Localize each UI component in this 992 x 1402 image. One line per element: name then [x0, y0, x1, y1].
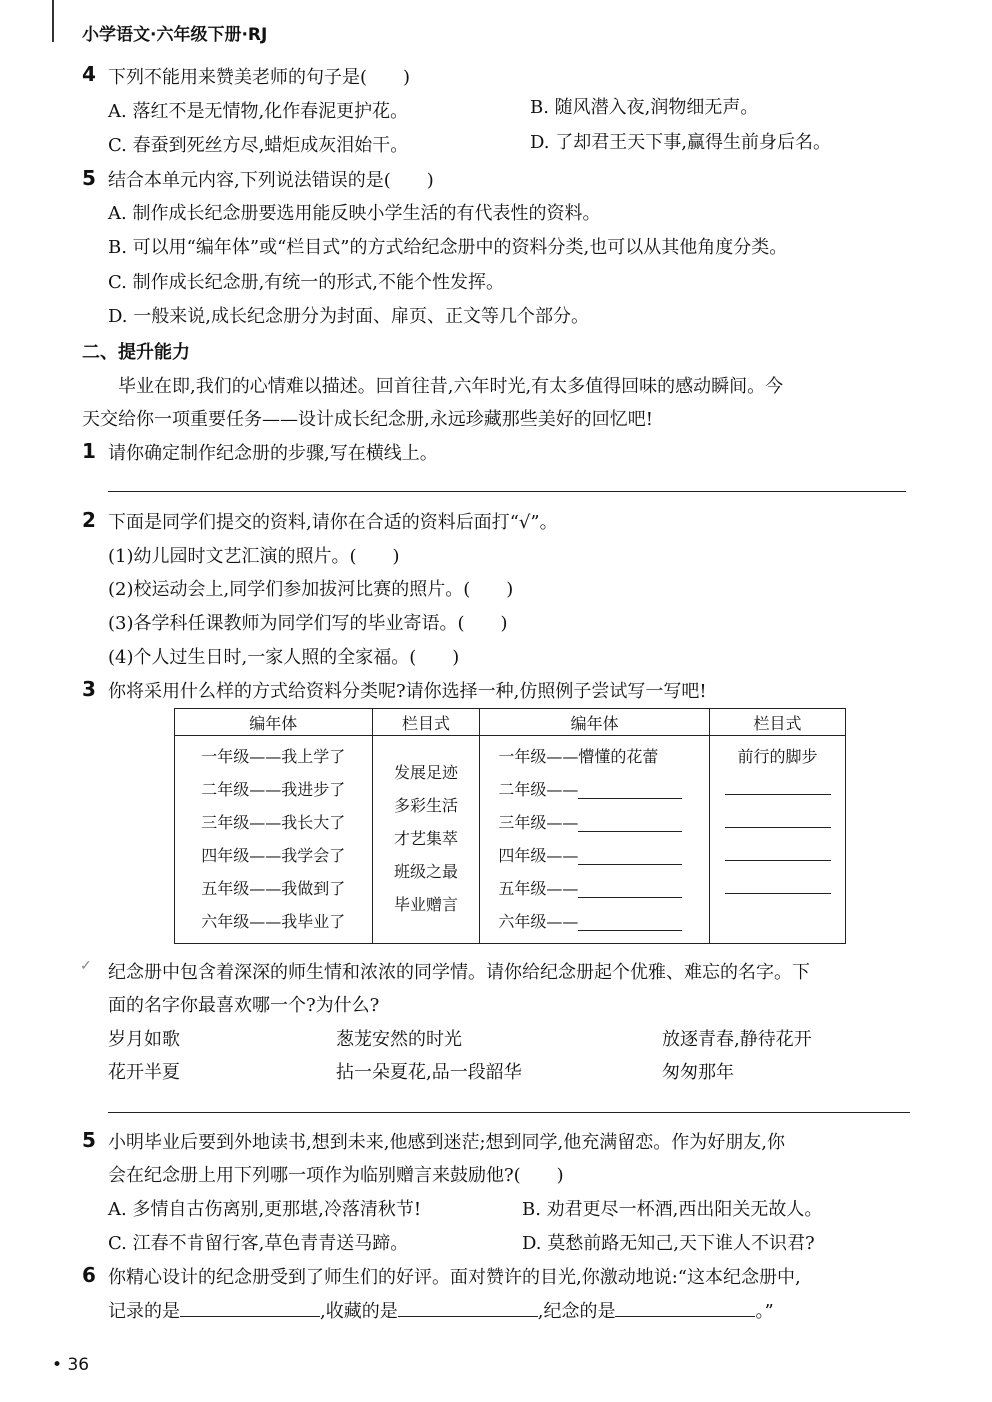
list-item: (4)个人过生日时,一家人照的全家福。( ) [108, 647, 460, 668]
name-option: 岁月如歌 [108, 1029, 180, 1050]
question-number: 5 [82, 1128, 96, 1152]
question-number: 6 [82, 1263, 96, 1287]
table-cell: 二年级——我进步了 [201, 780, 346, 799]
answer-blank[interactable] [725, 778, 831, 795]
option-d: D. 一般来说,成长纪念册分为封面、扉页、正文等几个部分。 [108, 306, 589, 327]
grade-label: 四年级—— [498, 846, 579, 865]
answer-blank[interactable] [725, 844, 831, 861]
answer-blank[interactable] [578, 782, 682, 799]
answer-blank[interactable] [725, 877, 831, 894]
question-number: 3 [82, 677, 96, 701]
question-stem: 下列不能用来赞美老师的句子是( ) [108, 67, 411, 88]
table-cell [710, 839, 845, 872]
option-c: C. 江春不肯留行客,草色青青送马蹄。 [108, 1233, 409, 1254]
answer-blank[interactable] [615, 1298, 755, 1317]
name-option: 匆匆那年 [662, 1062, 734, 1083]
header-bar [52, 0, 54, 42]
table-header: 栏目式 [710, 709, 846, 736]
name-option: 放逐青春,静待花开 [662, 1029, 812, 1050]
answer-blank[interactable] [725, 811, 831, 828]
table-cell: 毕业赠言 [393, 895, 458, 914]
question-stem: 你将采用什么样的方式给资料分类呢?请你选择一种,仿照例子尝试写一写吧! [108, 681, 707, 702]
list-item: (1)幼儿园时文艺汇演的照片。( ) [108, 546, 400, 567]
list-item: (2)校运动会上,同学们参加拔河比赛的照片。( ) [108, 579, 514, 600]
answer-blank[interactable] [578, 815, 682, 832]
table-cell: 一年级——我上学了 [201, 747, 346, 766]
answer-line[interactable] [108, 1112, 910, 1113]
page-number-value: 36 [67, 1355, 90, 1375]
grade-label: 六年级—— [498, 912, 579, 931]
option-b: B. 劝君更尽一杯酒,西出阳关无故人。 [522, 1199, 823, 1220]
question-stem: 结合本单元内容,下列说法错误的是( ) [108, 170, 434, 191]
table-cell: 多彩生活 [393, 796, 458, 815]
column-chronological-answer [480, 736, 710, 944]
table-cell [498, 806, 709, 839]
column-chronological-example [175, 736, 373, 944]
question-number: 4 [82, 62, 96, 86]
table-cell: 六年级——我毕业了 [201, 912, 346, 931]
question-stem: 请你确定制作纪念册的步骤,写在横线上。 [108, 443, 438, 464]
column-section-example [372, 736, 480, 944]
table-header: 编年体 [480, 709, 710, 736]
table-cell: 五年级——我做到了 [201, 879, 346, 898]
table-header: 编年体 [175, 709, 373, 736]
sentence-part: 。” [755, 1301, 774, 1322]
option-d: D. 了却君王天下事,赢得生前身后名。 [530, 132, 831, 153]
question-number: 2 [82, 508, 96, 532]
classification-table [174, 708, 846, 944]
option-b: B. 可以用“编年体”或“栏目式”的方式给纪念册中的资料分类,也可以从其他角度分类。 [108, 237, 788, 258]
sentence-part: ,收藏的是 [320, 1301, 398, 1322]
question-number: 1 [82, 439, 96, 463]
answer-blank[interactable] [180, 1298, 320, 1317]
table-cell [498, 839, 709, 872]
option-a: A. 制作成长纪念册要选用能反映小学生活的有代表性的资料。 [108, 203, 601, 224]
column-section-answer [710, 736, 846, 944]
question-stem-line-1: 纪念册中包含着深深的师生情和浓浓的同学情。请你给纪念册起个优雅、难忘的名字。下 [108, 962, 810, 983]
table-cell: 四年级——我学会了 [201, 846, 346, 865]
section-title: 二、提升能力 [82, 342, 190, 363]
table-cell [710, 773, 845, 806]
table-cell [710, 806, 845, 839]
option-c: C. 制作成长纪念册,有统一的形式,不能个性发挥。 [108, 272, 505, 293]
option-d: D. 莫愁前路无知己,天下谁人不识君? [522, 1233, 815, 1254]
sentence-part: 记录的是 [108, 1301, 180, 1322]
page-number: • 36 [52, 1355, 90, 1375]
name-option: 拈一朵夏花,品一段韶华 [336, 1062, 522, 1083]
option-a: A. 多情自古伤离别,更那堪,冷落清秋节! [108, 1199, 422, 1220]
answer-blank[interactable] [578, 914, 682, 931]
question-number: ✓ [80, 958, 92, 974]
question-stem-line-2: 会在纪念册上用下列哪一项作为临别赠言来鼓励他?( ) [108, 1165, 564, 1186]
list-item: (3)各学科任课教师为同学们写的毕业寄语。( ) [108, 613, 508, 634]
table-cell: 前行的脚步 [737, 747, 818, 766]
fill-in-sentence [108, 1297, 774, 1323]
option-a: A. 落红不是无情物,化作春泥更护花。 [108, 101, 409, 122]
sentence-part: ,纪念的是 [537, 1301, 616, 1322]
table-cell [498, 773, 709, 806]
table-cell: 三年级——我长大了 [201, 813, 346, 832]
answer-line[interactable] [108, 491, 906, 492]
question-stem: 下面是同学们提交的资料,请你在合适的资料后面打“√”。 [108, 512, 558, 533]
grade-label: 五年级—— [498, 879, 579, 898]
grade-label: 三年级—— [498, 813, 579, 832]
option-b: B. 随风潜入夜,润物细无声。 [530, 97, 759, 118]
table-cell [498, 905, 709, 938]
table-cell [710, 872, 845, 905]
grade-label: 二年级—— [498, 780, 579, 799]
answer-blank[interactable] [398, 1298, 538, 1317]
page-header-title: 小学语文·六年级下册·RJ [82, 25, 268, 45]
question-number: 5 [82, 166, 96, 190]
question-stem-line-2: 面的名字你最喜欢哪一个?为什么? [108, 995, 380, 1016]
intro-line-1: 毕业在即,我们的心情难以描述。回首往昔,六年时光,有太多值得回味的感动瞬间。今 [118, 376, 784, 397]
option-c: C. 春蚕到死丝方尽,蜡炬成灰泪始干。 [108, 135, 409, 156]
question-stem-line-1: 你精心设计的纪念册受到了师生们的好评。面对赞许的目光,你激动地说:“这本纪念册中, [108, 1267, 801, 1288]
name-option: 花开半夏 [108, 1062, 180, 1083]
intro-line-2: 天交给你一项重要任务——设计成长纪念册,永远珍藏那些美好的回忆吧! [82, 409, 653, 430]
answer-blank[interactable] [578, 848, 682, 865]
table-cell: 才艺集萃 [393, 829, 458, 848]
table-header: 栏目式 [372, 709, 480, 736]
name-option: 葱茏安然的时光 [336, 1029, 462, 1050]
table-cell: 班级之最 [393, 862, 458, 881]
question-stem-line-1: 小明毕业后要到外地读书,想到未来,他感到迷茫;想到同学,他充满留恋。作为好朋友,你 [108, 1132, 785, 1153]
table-cell [498, 872, 709, 905]
answer-blank[interactable] [578, 881, 682, 898]
table-cell: 一年级——懵懂的花蕾 [498, 747, 659, 766]
table-cell: 发展足迹 [393, 763, 458, 782]
